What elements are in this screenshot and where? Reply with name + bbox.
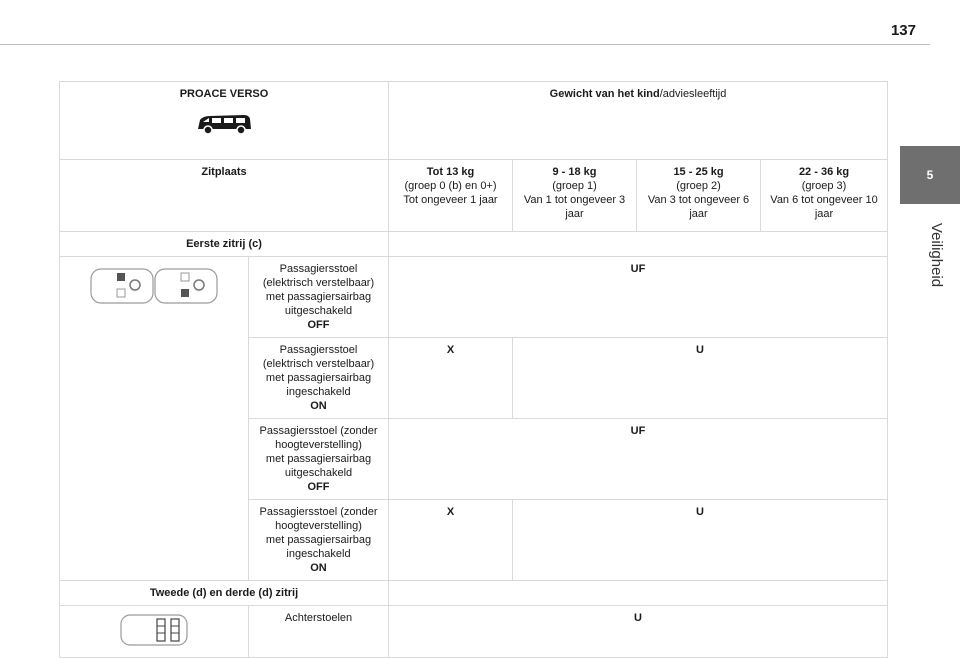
seat-line: Passagiersstoel xyxy=(279,263,358,275)
header-rule xyxy=(0,44,930,45)
seat-line: ingeschakeld xyxy=(286,386,351,398)
seat-line: met passagiersairbag xyxy=(265,291,372,303)
group-cell xyxy=(761,160,888,232)
chapter-number: 5 xyxy=(926,168,934,182)
group-age: Van 1 tot ongeveer 3 jaar xyxy=(523,194,626,220)
group-cell xyxy=(513,160,637,232)
rating-cell: UF xyxy=(389,257,888,338)
seat-line: met passagiersairbag xyxy=(265,534,372,546)
seat-line: Passagiersstoel (zonder xyxy=(259,425,378,437)
rating-cell: X xyxy=(389,500,513,581)
front-seats-image-cell xyxy=(60,257,249,581)
airbag-state: ON xyxy=(310,400,327,412)
seat-line: uitgeschakeld xyxy=(284,467,353,479)
empty-cell xyxy=(389,232,888,257)
seat-line: uitgeschakeld xyxy=(284,305,353,317)
seat-line: (elektrisch verstelbaar) xyxy=(262,358,375,370)
group-age: Van 6 tot ongeveer 10 jaar xyxy=(770,194,878,220)
seat-header: Zitplaats xyxy=(60,160,389,232)
seat-line: met passagiersairbag xyxy=(265,453,372,465)
seat-line: hoogteverstelling) xyxy=(275,520,362,532)
seat-line: hoogteverstelling) xyxy=(275,439,362,451)
airbag-state: OFF xyxy=(307,481,330,493)
airbag-state: OFF xyxy=(307,319,330,331)
group-class: (groep 0 (b) en 0+) xyxy=(404,180,497,192)
chapter-label: Veiligheid xyxy=(928,222,945,288)
weight-title-rest: /adviesleeftijd xyxy=(659,88,727,100)
seat-description xyxy=(249,500,389,581)
group-class: (groep 3) xyxy=(801,180,847,192)
group-age: Van 3 tot ongeveer 6 jaar xyxy=(647,194,750,220)
group-weight: 9 - 18 kg xyxy=(552,166,597,178)
seat-line: (elektrisch verstelbaar) xyxy=(262,277,375,289)
group-cell xyxy=(389,160,513,232)
model-name: PROACE VERSO xyxy=(179,88,269,100)
seat-description xyxy=(249,257,389,338)
airbag-state: ON xyxy=(310,562,327,574)
rating-cell: U xyxy=(513,338,888,419)
rating-cell: UF xyxy=(389,419,888,500)
seat-line: met passagiersairbag xyxy=(265,372,372,384)
weight-title-bold: Gewicht van het kind xyxy=(549,88,660,100)
seat-line: Passagiersstoel xyxy=(279,344,358,356)
seat-description xyxy=(249,419,389,500)
empty-cell xyxy=(389,581,888,606)
front-seat-diagram-icon xyxy=(89,265,219,307)
group-cell xyxy=(637,160,761,232)
seat-line: Passagiersstoel (zonder xyxy=(259,506,378,518)
model-header-cell xyxy=(60,82,389,160)
group-class: (groep 2) xyxy=(676,180,721,192)
child-seat-table xyxy=(59,81,888,658)
group-class: (groep 1) xyxy=(552,180,597,192)
rear-seats-image-cell xyxy=(60,606,249,658)
page-number: 137 xyxy=(890,22,916,39)
group-age: Tot ongeveer 1 jaar xyxy=(403,194,498,206)
group-weight: 22 - 36 kg xyxy=(798,166,850,178)
group-weight: Tot 13 kg xyxy=(426,166,475,178)
rear-seat-diagram-icon xyxy=(119,612,189,648)
group-weight: 15 - 25 kg xyxy=(673,166,724,178)
van-icon xyxy=(194,109,254,137)
rating-cell: U xyxy=(513,500,888,581)
rating-cell: U xyxy=(389,606,888,658)
second-row-title: Tweede (d) en derde (d) zitrij xyxy=(60,581,389,606)
seat-line: ingeschakeld xyxy=(286,548,351,560)
rear-seat-label: Achterstoelen xyxy=(249,606,389,658)
seat-description xyxy=(249,338,389,419)
rating-cell: X xyxy=(389,338,513,419)
first-row-title: Eerste zitrij (c) xyxy=(60,232,389,257)
weight-header-cell xyxy=(389,82,888,160)
